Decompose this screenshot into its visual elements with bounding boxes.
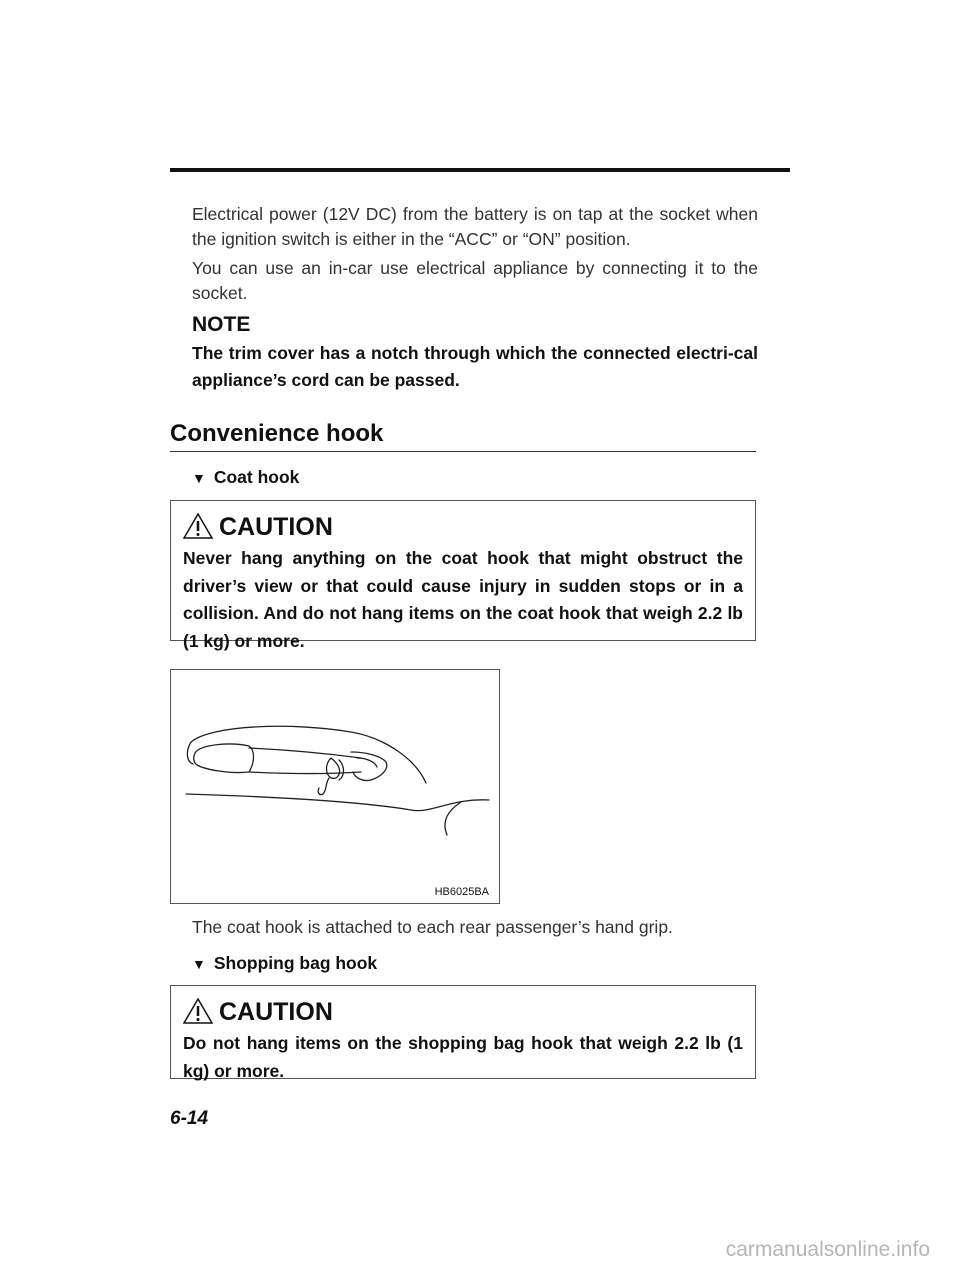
caution-label: CAUTION — [219, 998, 333, 1026]
caution-header — [183, 511, 743, 541]
section-title: Convenience hook — [170, 420, 384, 447]
intro-paragraph-appliance: You can use an in-car use electrical appliance by connecting it to the socket. — [192, 258, 758, 303]
warning-triangle-icon — [183, 513, 213, 539]
note-text: The trim cover has a notch through which the connected electri-cal appliance’s cord can be passed. — [192, 343, 758, 390]
shopping-bag-hook-heading — [192, 953, 377, 974]
note-title: NOTE — [192, 313, 251, 336]
watermark: carmanualsonline.info — [725, 1238, 930, 1261]
triangle-marker-icon: ▼ — [192, 470, 206, 486]
top-rule — [170, 168, 790, 172]
intro-paragraph-power: Electrical power (12V DC) from the battery is on tap at the socket when the ignition switch is either in the “ACC” or “ON” position. — [192, 204, 758, 249]
caution-text: Do not hang items on the shopping bag hook that weigh 2.2 lb (1 kg) or more. — [183, 1033, 743, 1081]
figure-caption: The coat hook is attached to each rear passenger’s hand grip. — [192, 917, 673, 937]
caution-text: Never hang anything on the coat hook that might obstruct the driver’s view or that could cause injury in sudden stops or in a collision. And do not hang items on the coat hook that weigh 2.2 lb (1 kg) or more. — [183, 548, 743, 651]
shopping-bag-hook-heading-label: Shopping bag hook — [213, 953, 378, 973]
warning-triangle-icon — [183, 998, 213, 1024]
coat-hook-heading-label: Coat hook — [213, 467, 300, 487]
coat-hook-caution-box — [170, 500, 756, 651]
coat-hook-heading — [192, 467, 299, 488]
coat-hook-figure — [170, 669, 500, 904]
page-number: 6-14 — [170, 1108, 209, 1129]
triangle-marker-icon: ▼ — [192, 956, 206, 972]
shopping-bag-hook-caution-box — [170, 985, 756, 1079]
hand-grip-illustration — [171, 670, 499, 903]
caution-header — [183, 996, 743, 1026]
caution-label: CAUTION — [219, 513, 333, 541]
figure-code: HB6025BA — [434, 886, 489, 898]
section-rule — [170, 451, 756, 452]
